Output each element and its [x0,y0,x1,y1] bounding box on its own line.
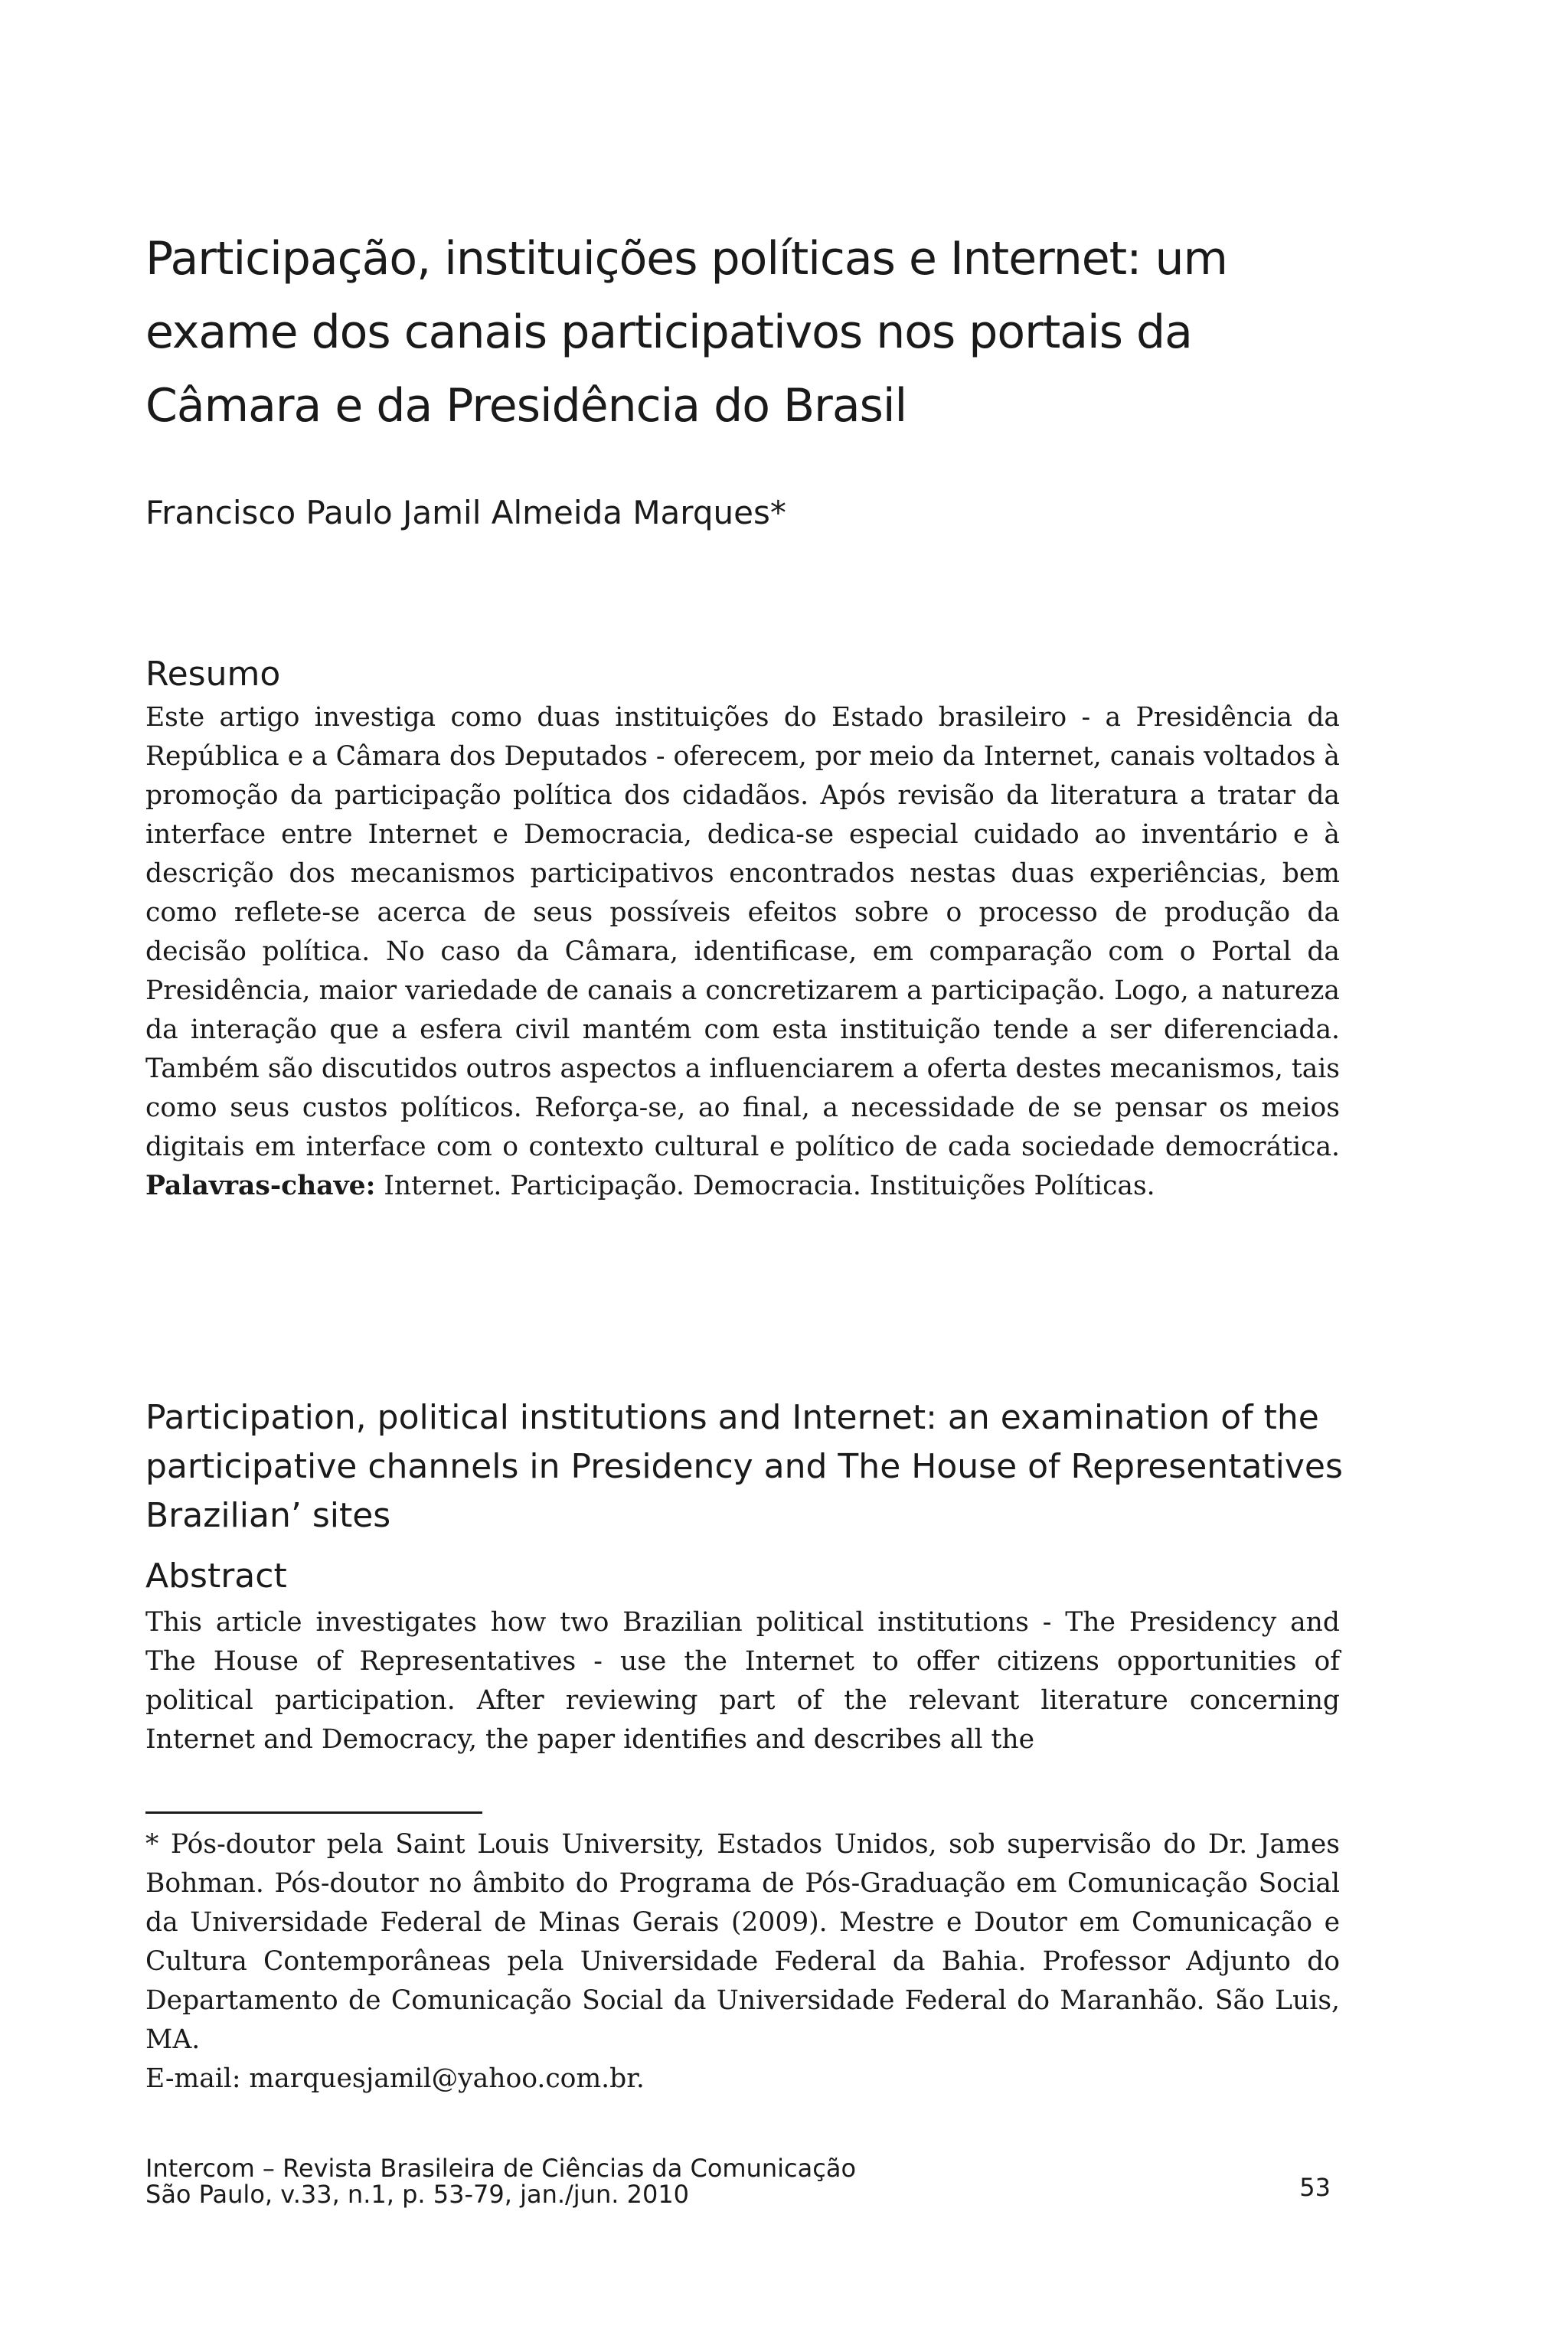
abstract-body: This article investigates how two Brazilian political institutions - The Presidency and The House of Representatives - use the Internet to offer citizens opportunities of political participation. After reviewing part of the relevant literature concerning Internet and Democracy, the paper identifies and describes all the [145,1607,1340,1755]
footnote-email[interactable]: E-mail: marquesjamil@yahoo.com.br. [145,2063,645,2094]
resumo-body [145,698,1340,1206]
resumo-text: Este artigo investiga como duas instituições do Estado brasileiro - a Presidência da República e a Câmara dos Deputados - oferecem, por meio da Internet, canais voltados à promoção da participação política dos cidadãos. Após revisão da literatura a tratar da interface entre Internet e Democracia, dedica-se especial cuidado ao inventário e à descrição dos mecanismos participativos encontrados nestas duas experiências, bem como reflete-se acerca de seus possíveis efeitos sobre o processo de produção da decisão política. No caso da Câmara, identificase, em comparação com o Portal da Presidência, maior variedade de canais a concretizarem a participação. Logo, a natureza da interação que a esfera civil mantém com esta instituição tende a ser diferenciada. Também são discutidos outros aspectos a influenciarem a oferta destes mecanismos, tais como seus custos políticos. Reforça-se, ao final, a necessidade de se pensar os meios digitais em interface com o contexto cultural e político de cada sociedade democrática. [145,702,1340,1162]
page-number: 53 [1299,2173,1331,2202]
journal-name: Intercom – Revista Brasileira de Ciências da Comunicação [145,2154,857,2183]
abstract-title: Participation, political institutions and Internet: an examination of the participative channels in Presidency and The House of Representatives Brazilian’ sites [145,1398,1343,1535]
journal-citation [145,2155,1217,2207]
resumo-heading: Resumo [145,655,281,694]
keywords-list: Internet. Participação. Democracia. Instituições Políticas. [384,1171,1155,1201]
author-name: Francisco Paulo Jamil Almeida Marques* [145,494,786,531]
footnote-divider [145,1811,482,1814]
article-title: Participação, instituições políticas e Internet: um exame dos canais participativos nos portais da Câmara e da Presidência do Brasil [145,232,1227,433]
footnote-text: * Pós-doutor pela Saint Louis University, Estados Unidos, sob supervisão do Dr. James Bohman. Pós-doutor no âmbito do Programa de Pós-Graduação em Comunicação Social da Universidade Federal de Minas Gerais (2009). Mestre e Doutor em Comunicação e Cultura Contemporâneas pela Universidade Federal da Bahia. Professor Adjunto do Departamento de Comunicação Social da Universidade Federal do Maranhão. São Luis, MA. [145,1829,1340,2055]
abstract-heading: Abstract [145,1557,287,1596]
journal-issue: São Paulo, v.33, n.1, p. 53-79, jan./jun. 2010 [145,2180,690,2209]
author-footnote [145,1825,1340,2099]
keywords-label: Palavras-chave: [145,1171,376,1201]
